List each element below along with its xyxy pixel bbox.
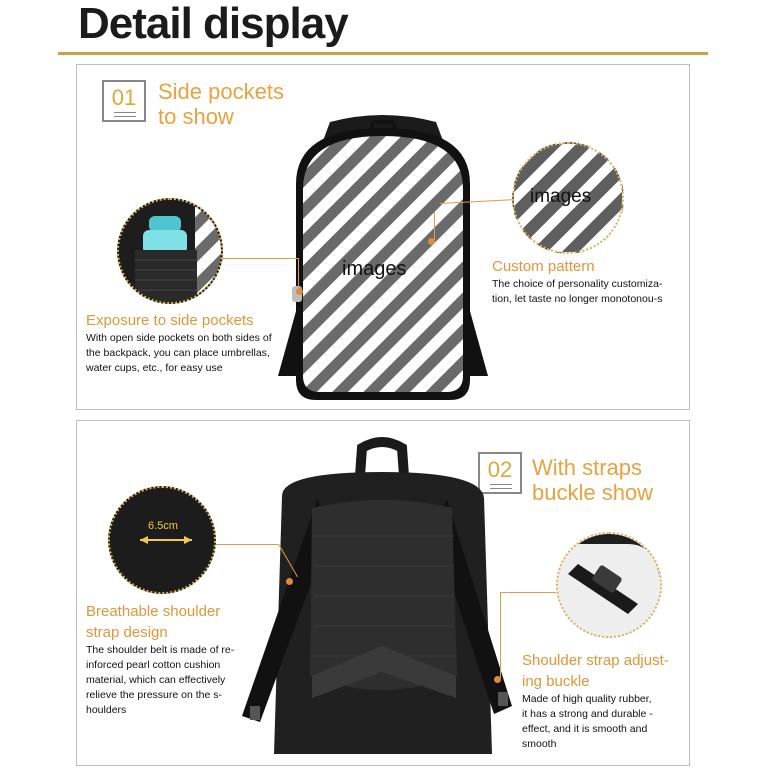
backpack-image-placeholder-text: images (342, 258, 407, 280)
strap-desc-line1: The shoulder belt is made of re- (86, 644, 235, 656)
buckle-leader-line (500, 592, 501, 678)
section-number: 01 (111, 85, 137, 110)
section-number-box (102, 80, 146, 122)
buckle-desc-line4: smooth (522, 738, 557, 750)
number-underline (114, 116, 136, 117)
buckle-marker-dot (494, 676, 501, 683)
side-pocket-zoom-circle (117, 198, 223, 304)
buckle-label-line1: Shoulder strap adjust- (522, 652, 669, 669)
buckle-label-line2: ing buckle (522, 673, 590, 690)
custom-pattern-desc-line2: tion, let taste no longer monotonou-s (492, 293, 663, 305)
page-title: Detail display (78, 0, 348, 48)
water-bottle-in-pocket-image (119, 200, 223, 304)
custom-pattern-placeholder-text: images (530, 186, 592, 207)
strap-marker-dot (286, 578, 293, 585)
side-pocket-leader-line (298, 258, 299, 290)
buckle-desc-line1: Made of high quality rubber, (522, 693, 652, 705)
side-pocket-desc-line3: water cups, etc., for easy use (86, 362, 223, 374)
strap-desc-line4: relieve the pressure on the s- (86, 689, 222, 701)
section-title-line2: to show (158, 104, 234, 129)
side-pocket-desc-line1: With open side pockets on both sides of (86, 332, 272, 344)
custom-pattern-leader-line (434, 212, 435, 240)
strap-desc-line2: inforced pearl cotton cushion (86, 659, 221, 671)
section-number: 02 (487, 457, 513, 482)
buckle-leader-line (500, 592, 556, 593)
strap-label-line1: Breathable shoulder (86, 603, 221, 620)
section-title-line1: With straps (532, 455, 643, 480)
black-backpack-back-image (222, 436, 522, 764)
strap-desc-line3: material, which can effectively (86, 674, 226, 686)
strap-width-measurement: 6.5cm (148, 520, 178, 532)
number-underline (114, 112, 136, 113)
section-title-line2: buckle show (532, 480, 654, 505)
strap-desc-line5: houlders (86, 704, 127, 716)
strap-leader-line (216, 544, 278, 545)
side-pocket-desc-line2: the backpack, you can place umbrellas, (86, 347, 270, 359)
buckle-zoom-circle (556, 532, 662, 638)
buckle-desc-line3: effect, and it is smooth and (522, 723, 648, 735)
strap-width-zoom-circle (108, 486, 216, 594)
side-pocket-label: Exposure to side pockets (86, 312, 254, 329)
strap-label-line2: strap design (86, 624, 168, 641)
custom-pattern-label: Custom pattern (492, 258, 595, 275)
side-pocket-leader-line (222, 258, 298, 259)
section-title-line1: Side pockets (158, 79, 284, 104)
buckle-desc-line2: it has a strong and durable - (522, 708, 653, 720)
strap-close-up-image (110, 488, 216, 594)
custom-pattern-desc-line1: The choice of personality customiza- (492, 278, 663, 290)
strap-buckle-close-up-image (558, 534, 662, 638)
title-divider (58, 52, 708, 55)
